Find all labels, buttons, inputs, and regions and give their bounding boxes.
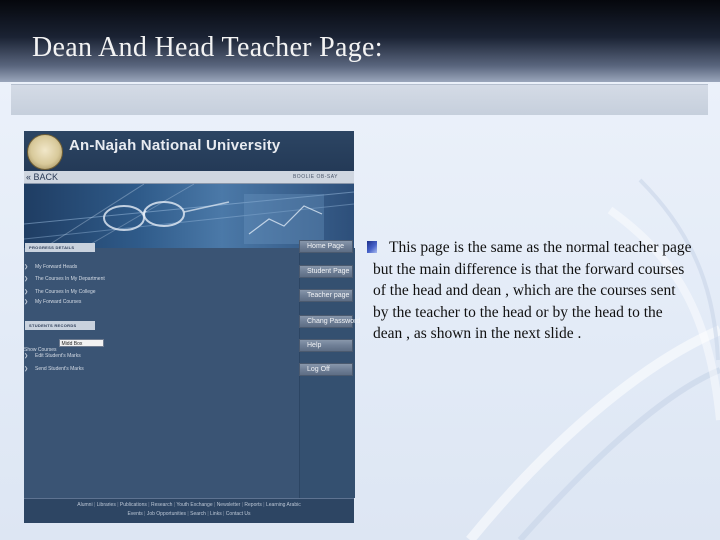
university-name: An-Najah National University (69, 137, 281, 154)
link-courses-college[interactable]: ❯ The Courses In My College (24, 289, 96, 295)
nav-change-password-button[interactable]: Chang Password (299, 315, 353, 328)
courses-select-row (24, 338, 104, 353)
chevron-right-icon: ❯ (24, 366, 29, 372)
embedded-screenshot (24, 131, 361, 522)
nav-student-page-button[interactable]: Student Page (299, 265, 353, 278)
link-forward-courses[interactable]: ❯ My Forward Courses (24, 299, 82, 305)
link-edit-marks[interactable]: ❯ Edit Student's Marks (24, 353, 81, 359)
footer-separator: | (92, 502, 97, 508)
footer-separator: | (221, 511, 226, 517)
footer-separator: | (186, 511, 191, 517)
chevron-right-icon: ❯ (24, 264, 29, 270)
date-text: BOOLIE OB-SAY (292, 174, 338, 180)
footer-link[interactable]: Job Opportunities (146, 511, 187, 517)
site-footer (24, 498, 354, 523)
footer-separator: | (172, 502, 177, 508)
banner-illustration (24, 184, 354, 248)
footer-link[interactable]: Events (127, 511, 143, 517)
top-strip (24, 171, 354, 184)
footer-link[interactable]: Search (190, 511, 206, 517)
link-forward-heads[interactable]: ❯ My Forward Heads (24, 264, 78, 270)
footer-link[interactable]: Newsletter (216, 502, 241, 508)
university-logo (27, 134, 63, 170)
footer-separator: | (261, 502, 266, 508)
chevron-right-icon: ❯ (24, 299, 29, 305)
nav-teacher-page-button[interactable]: Teacher page (299, 289, 353, 302)
footer-link[interactable]: Publications (119, 502, 147, 508)
back-link[interactable]: « BACK (26, 172, 59, 182)
slide-body-text: This page is the same as the normal teacher page but the main difference is that the forward courses of the head and dean , which are the courses sent by the teacher to the head or by the head to the dean , as shown in the next slide . (373, 239, 692, 342)
left-column (24, 248, 299, 498)
link-send-marks[interactable]: ❯ Send Student's Marks (24, 366, 84, 372)
link-courses-department[interactable]: ❯ The Courses In My Department (24, 276, 105, 282)
footer-link[interactable]: Learning Arabic (265, 502, 301, 508)
nav-home-page-button[interactable]: Home Page (299, 240, 353, 253)
courses-select[interactable]: Midd Box (59, 339, 104, 347)
divider-band (11, 84, 708, 115)
footer-separator: | (115, 502, 120, 508)
footer-separator: | (240, 502, 245, 508)
chevron-right-icon: ❯ (24, 276, 29, 282)
footer-separator: | (205, 511, 211, 517)
section-header-students: STUDENTS RECORDS (25, 321, 95, 330)
university-header (24, 131, 354, 171)
footer-link[interactable]: Youth Exchange (176, 502, 213, 508)
banner-image (24, 184, 354, 248)
footer-link[interactable]: Research (150, 502, 173, 508)
footer-separator: | (212, 502, 217, 508)
footer-links-row (24, 510, 354, 518)
footer-link[interactable]: Contact Us (225, 511, 251, 517)
nav-log-off-button[interactable]: Log Off (299, 363, 353, 376)
footer-links-row (24, 501, 354, 509)
chevron-right-icon: ❯ (24, 353, 29, 359)
footer-link[interactable]: Reports (244, 502, 262, 508)
footer-link[interactable]: Alumni (77, 502, 93, 508)
select-label: Show Courses (24, 347, 57, 353)
chevron-right-icon: ❯ (24, 289, 29, 295)
slide-title: Dean And Head Teacher Page: (32, 32, 383, 63)
footer-link[interactable]: Libraries (96, 502, 116, 508)
footer-separator: | (142, 511, 147, 517)
footer-link[interactable]: Links (210, 511, 222, 517)
nav-help-button[interactable]: Help (299, 339, 353, 352)
footer-separator: | (146, 502, 151, 508)
section-header-progress: PROGRESS DETAILS (25, 243, 95, 252)
title-bar (0, 0, 720, 82)
